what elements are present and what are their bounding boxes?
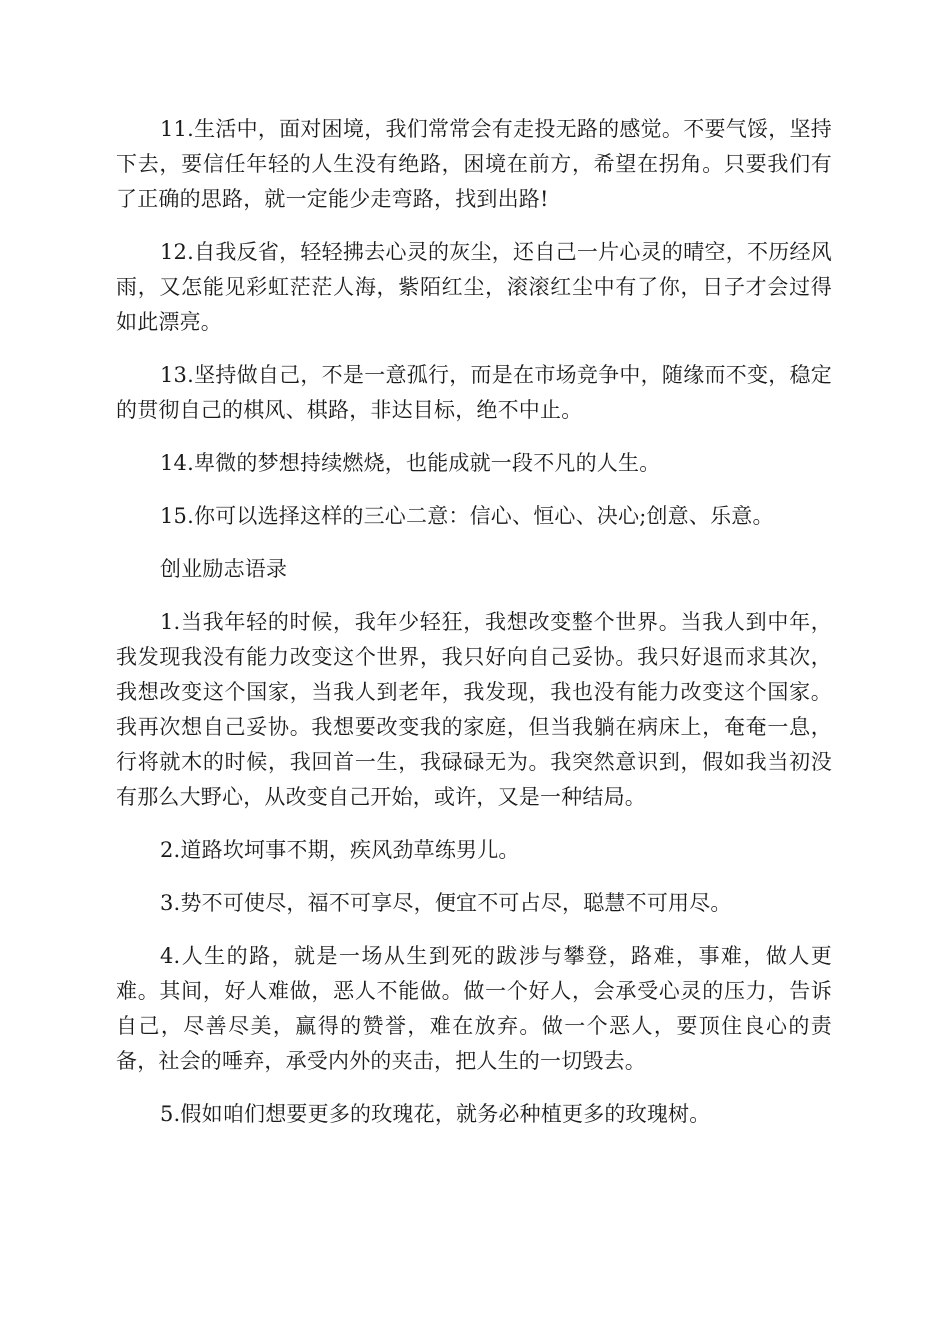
paragraph-14: 14.卑微的梦想持续燃烧，也能成就一段不凡的人生。: [160, 451, 661, 475]
document-body: [116, 112, 832, 1150]
quote-4: 4.人生的路，就是一场从生到死的跋涉与攀登，路难，事难，做人更难。其间，好人难做，恶人不能做。做一个好人，会承受心灵的压力，告诉自己，尽善尽美，赢得的赞誉，难在放弃。做一个恶人，要顶住良心的责备，社会的唾弃，承受内外的夹击，把人生的一切毁去。: [116, 944, 832, 1073]
quote-5: 5.假如咱们想要更多的玫瑰花，就务必种植更多的玫瑰树。: [160, 1102, 711, 1126]
quote-2: 2.道路坎坷事不期，疾风劲草练男儿。: [160, 838, 520, 862]
quote-1: 1.当我年轻的时候，我年少轻狂，我想改变整个世界。当我人到中年，我发现我没有能力改变这个世界，我只好向自己妥协。我只好退而求其次，我想改变这个国家，当我人到老年，我发现，我也没有能力改变这个国家。我再次想自己妥协。我想要改变我的家庭，但当我躺在病床上，奄奄一息，行将就木的时候，我回首一生，我碌碌无为。我突然意识到，假如我当初没有那么大野心，从改变自己开始，或许，又是一种结局。: [116, 610, 832, 809]
paragraph-11: 11.生活中，面对困境，我们常常会有走投无路的感觉。不要气馁，坚持下去，要信任年轻的人生没有绝路，困境在前方，希望在拐角。只要我们有了正确的思路，就一定能少走弯路，找到出路!: [116, 117, 832, 211]
quote-3: 3.势不可使尽，福不可享尽，便宜不可占尽，聪慧不可用尽。: [160, 891, 732, 915]
paragraph-15: 15.你可以选择这样的三心二意：信心、恒心、决心;创意、乐意。: [160, 504, 774, 528]
section-heading: 创业励志语录: [160, 557, 288, 581]
paragraph-13: 13.坚持做自己，不是一意孤行，而是在市场竞争中，随缘而不变，稳定的贯彻自己的棋风、棋路，非达目标，绝不中止。: [116, 363, 832, 422]
paragraph-12: 12.自我反省，轻轻拂去心灵的灰尘，还自己一片心灵的晴空，不历经风雨，又怎能见彩虹茫茫人海，紫陌红尘，滚滚红尘中有了你，日子才会过得如此漂亮。: [116, 240, 832, 334]
